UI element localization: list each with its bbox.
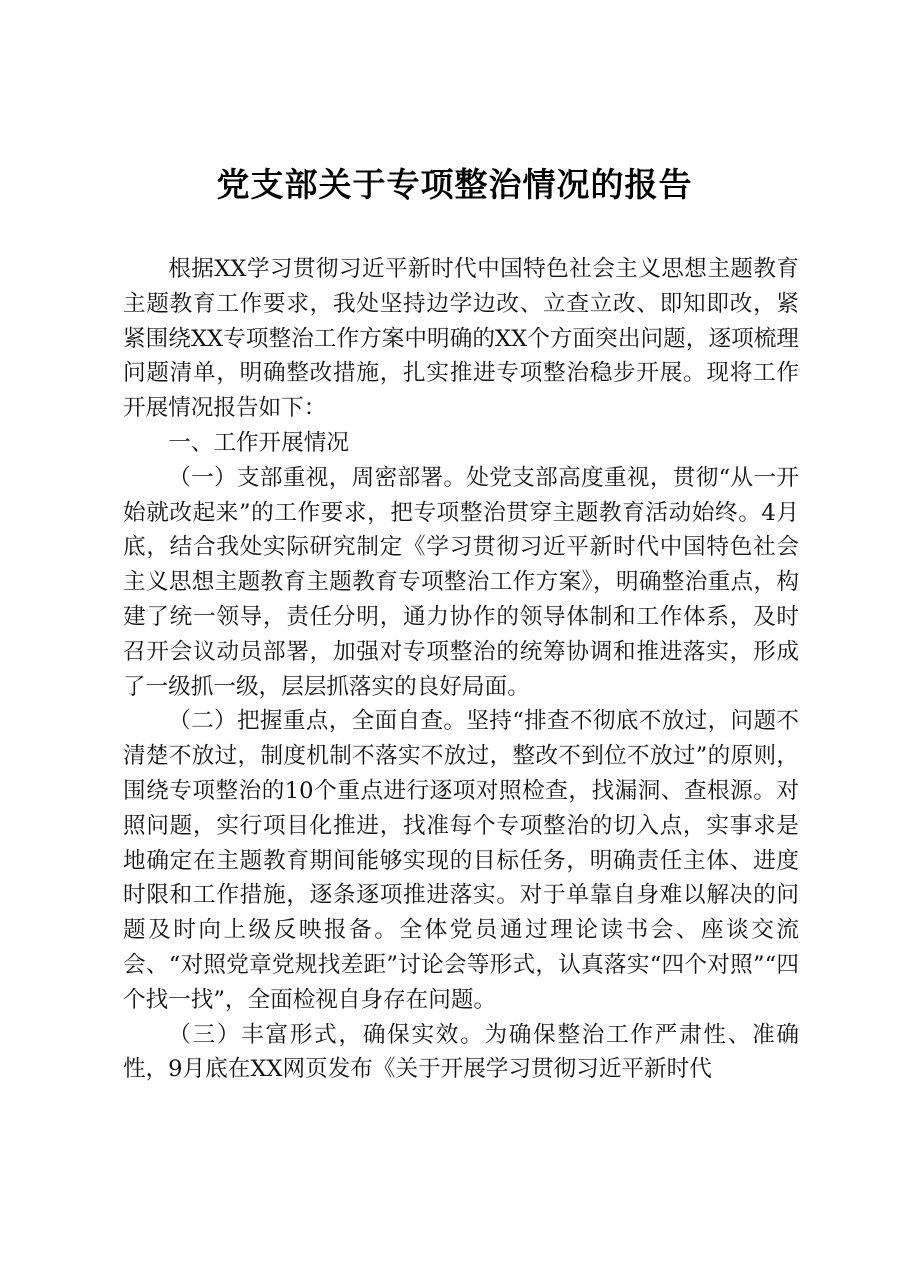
- document-title: 党支部关于专项整治情况的报告: [216, 165, 693, 204]
- paragraph-section-1-3: （三）丰富形式，确保实效。为确保整治工作严肃性、准确性，9月底在XX网页发布《关于开展学习贯彻习近平新时代: [123, 1021, 799, 1083]
- paragraph-section-1-2: （二）把握重点，全面自查。坚持“排查不彻底不放过，问题不清楚不放过，制度机制不落实不放过，整改不到位不放过”的原则，围绕专项整治的10个重点进行逐项对照检查，找漏洞、查根源。对照问题，实行项目化推进，找准每个专项整治的切入点，实事求是地确定在主题教育期间能够实现的目标任务，明确责任主体、进度时限和工作措施，逐条逐项推进落实。对于单靠自身难以解决的问题及时向上级反映报备。全体党员通过理论读书会、座谈交流会、“对照党章党规找差距”讨论会等形式，认真落实“四个对照”“四个找一找”，全面检视自身存在问题。: [123, 708, 799, 1013]
- paragraph-section-1-1: （一）支部重视，周密部署。处党支部高度重视，贯彻“从一开始就改起来”的工作要求，把专项整治贯穿主题教育活动始终。4月底，结合我处实际研究制定《学习贯彻习近平新时代中国特色社会主义思想主题教育主题教育专项整治工作方案》，明确整治重点，构建了统一领导，责任分明，通力协作的领导体制和工作体系，及时召开会议动员部署，加强对专项整治的统筹协调和推进落实，形成了一级抓一级，层层抓落实的良好局面。: [123, 464, 799, 700]
- document-body: [123, 252, 799, 1087]
- paragraph-intro: 根据XX学习贯彻习近平新时代中国特色社会主义思想主题教育主题教育工作要求，我处坚持边学边改、立查立改、即知即改，紧紧围绕XX专项整治工作方案中明确的XX个方面突出问题，逐项梳理问题清单，明确整改措施，扎实推进专项整治稳步开展。现将工作开展情况报告如下：: [123, 256, 799, 422]
- section-heading-1: 一、工作开展情况: [168, 429, 349, 456]
